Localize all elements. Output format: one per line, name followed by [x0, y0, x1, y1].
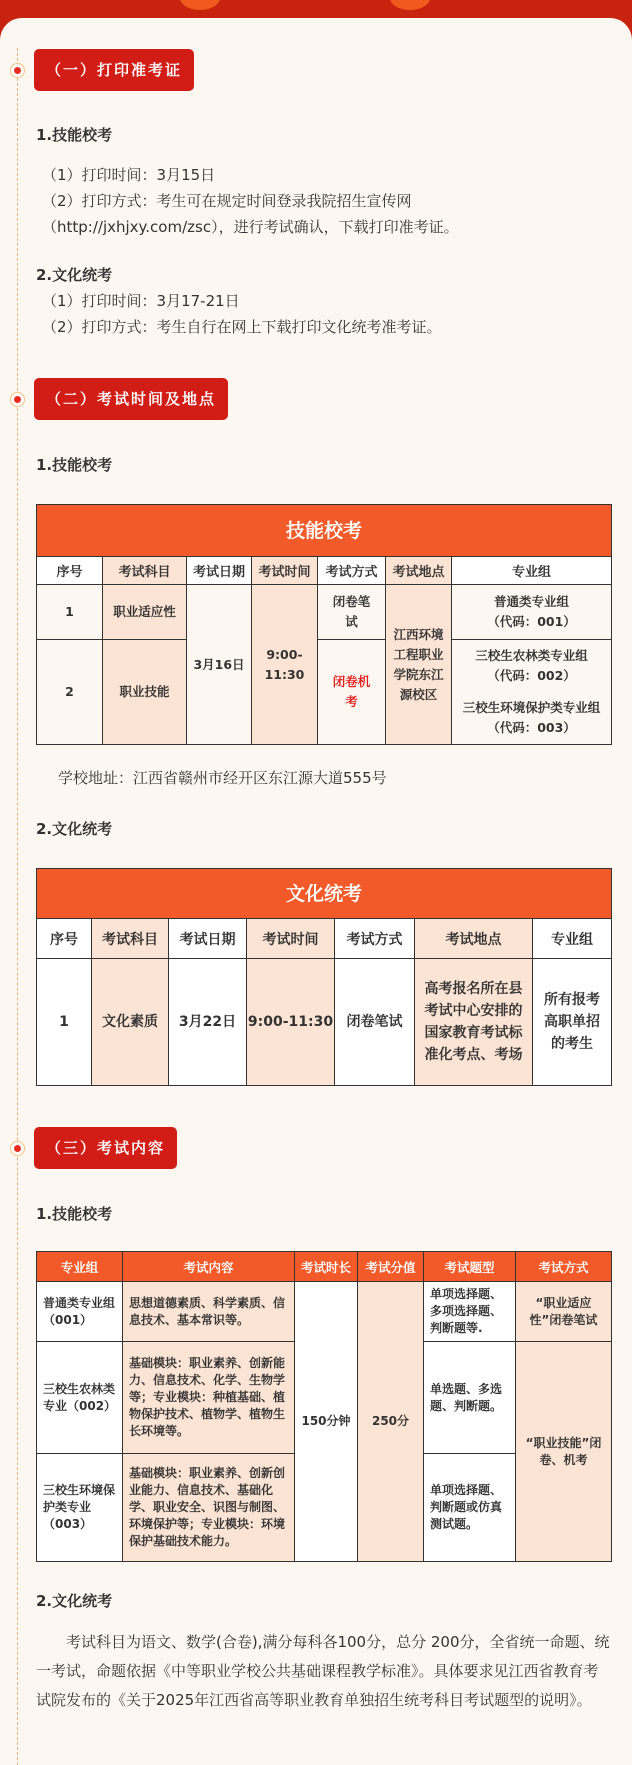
group-name: 三校生农林类专业组	[475, 648, 588, 663]
cell-no: 1	[37, 959, 92, 1086]
print-time-skill: （1）打印时间：3月15日	[42, 166, 216, 184]
col-header-subject: 考试科目	[103, 557, 187, 585]
timeline-dot	[10, 392, 25, 407]
table-title: 文化统考	[37, 869, 612, 919]
cell-group: 三校生环境保护类专业（003）	[37, 1454, 123, 1562]
cell-group	[452, 640, 612, 745]
col-header-time: 考试时间	[252, 557, 318, 585]
col-header-group: 专业组	[452, 557, 612, 585]
cell-method: 闭卷机考	[318, 640, 386, 745]
cell-group	[452, 585, 612, 640]
banner-orb-right	[390, 0, 430, 10]
col-header-no: 序号	[37, 557, 103, 585]
col-header-place: 考试地点	[386, 557, 452, 585]
table-title: 技能校考	[37, 505, 612, 557]
timeline-dot	[10, 63, 25, 78]
cell-types: 单项选择题、判断题或仿真测试题。	[424, 1454, 516, 1562]
col-header-time: 考试时间	[247, 919, 335, 959]
timeline-dot	[10, 1141, 25, 1156]
school-address: 学校地址：江西省赣州市经开区东江源大道555号	[58, 769, 387, 787]
col-header-types: 考试题型	[424, 1252, 516, 1282]
cell-group: 普通类专业组（001）	[37, 1282, 123, 1342]
cell-content: 基础模块：职业素养、创新能力、信息技术、化学、生物学等；专业模块：种植基础、植物保护技术、植物学、植物生长环境等。	[123, 1342, 295, 1454]
top-banner	[0, 0, 632, 20]
group-name: 三校生环境保护类专业组	[462, 700, 601, 715]
col-header-date: 考试日期	[187, 557, 252, 585]
cell-types: 单项选择题、多项选择题、判断题等.	[424, 1282, 516, 1342]
timeline-line	[17, 48, 18, 1765]
cell-types: 单选题、多选题、判断题。	[424, 1342, 516, 1454]
col-header-score: 考试分值	[358, 1252, 424, 1282]
col-header-method: 考试方式	[335, 919, 415, 959]
cell-date: 3月22日	[169, 959, 247, 1086]
cell-no: 2	[37, 640, 103, 745]
cell-subject: 职业适应性	[103, 585, 187, 640]
cell-content: 思想道德素质、科学素质、信息技术、基本常识等。	[123, 1282, 295, 1342]
cell-time: 9:00-11:30	[247, 959, 335, 1086]
cell-method: 闭卷笔试	[335, 959, 415, 1086]
col-header-method: 考试方式	[516, 1252, 612, 1282]
cell-place: 江西环境工程职业学院东江源校区	[386, 585, 452, 745]
cell-score: 250分	[358, 1282, 424, 1562]
group-code: （代码：001）	[487, 614, 576, 629]
group-code: （代码：002）	[487, 668, 576, 683]
subheading-culture-exam: 2.文化统考	[36, 1592, 113, 1610]
exam-content-table	[36, 1251, 612, 1562]
col-header-group: 专业组	[37, 1252, 123, 1282]
col-header-method: 考试方式	[318, 557, 386, 585]
subheading-culture-exam: 2.文化统考	[36, 266, 113, 284]
skill-exam-table	[36, 504, 612, 745]
banner-orb-left	[180, 0, 220, 10]
cell-group: 所有报考高职单招的考生	[533, 959, 612, 1086]
subheading-skill-exam: 1.技能校考	[36, 456, 113, 474]
cell-method: “职业技能”闭卷、机考	[516, 1342, 612, 1562]
col-header-subject: 考试科目	[92, 919, 169, 959]
print-method-culture: （2）打印方式：考生自行在网上下载打印文化统考准考证。	[42, 318, 442, 336]
print-method-url: （http://jxhjxy.com/zsc），进行考试确认，下载打印准考证。	[42, 218, 459, 236]
culture-exam-table	[36, 868, 612, 1086]
col-header-no: 序号	[37, 919, 92, 959]
col-header-date: 考试日期	[169, 919, 247, 959]
subheading-skill-exam: 1.技能校考	[36, 1205, 113, 1223]
cell-subject: 文化素质	[92, 959, 169, 1086]
subheading-skill-exam: 1.技能校考	[36, 126, 113, 144]
print-method-skill: （2）打印方式：考生可在规定时间登录我院招生宣传网	[42, 192, 412, 210]
cell-group: 三校生农林类专业（002）	[37, 1342, 123, 1454]
cell-duration: 150分钟	[295, 1282, 358, 1562]
cell-date: 3月16日	[187, 585, 252, 745]
col-header-group: 专业组	[533, 919, 612, 959]
section-heading-print-ticket: （一）打印准考证	[34, 49, 194, 91]
section-heading-exam-content: （三）考试内容	[34, 1127, 177, 1169]
group-code: （代码：003）	[487, 720, 576, 735]
group-name: 普通类专业组	[494, 594, 570, 609]
col-header-place: 考试地点	[415, 919, 533, 959]
culture-exam-description: 考试科目为语文、数学(合卷),满分每科各100分，总分 200分，全省统一命题、统一考试，命题依据《中等职业学校公共基础课程教学标准》。具体要求见江西省教育考试院发布的《关于2025年江西省高等职业教育单独招生统考科目考试题型的说明》。	[36, 1633, 610, 1709]
section-heading-time-place: （二）考试时间及地点	[34, 378, 228, 420]
subheading-culture-exam: 2.文化统考	[36, 820, 113, 838]
cell-method: 闭卷笔试	[318, 585, 386, 640]
cell-place: 高考报名所在县考试中心安排的国家教育考试标准化考点、考场	[415, 959, 533, 1086]
cell-content: 基础模块：职业素养、创新创业能力、信息技术、基础化学、职业安全、识图与制图、环境保护等；专业模块：环境保护基础技术能力。	[123, 1454, 295, 1562]
cell-no: 1	[37, 585, 103, 640]
print-time-culture: （1）打印时间：3月17-21日	[42, 292, 240, 310]
cell-time: 9:00-11:30	[252, 585, 318, 745]
col-header-content: 考试内容	[123, 1252, 295, 1282]
cell-method: “职业适应性”闭卷笔试	[516, 1282, 612, 1342]
col-header-duration: 考试时长	[295, 1252, 358, 1282]
cell-subject: 职业技能	[103, 640, 187, 745]
